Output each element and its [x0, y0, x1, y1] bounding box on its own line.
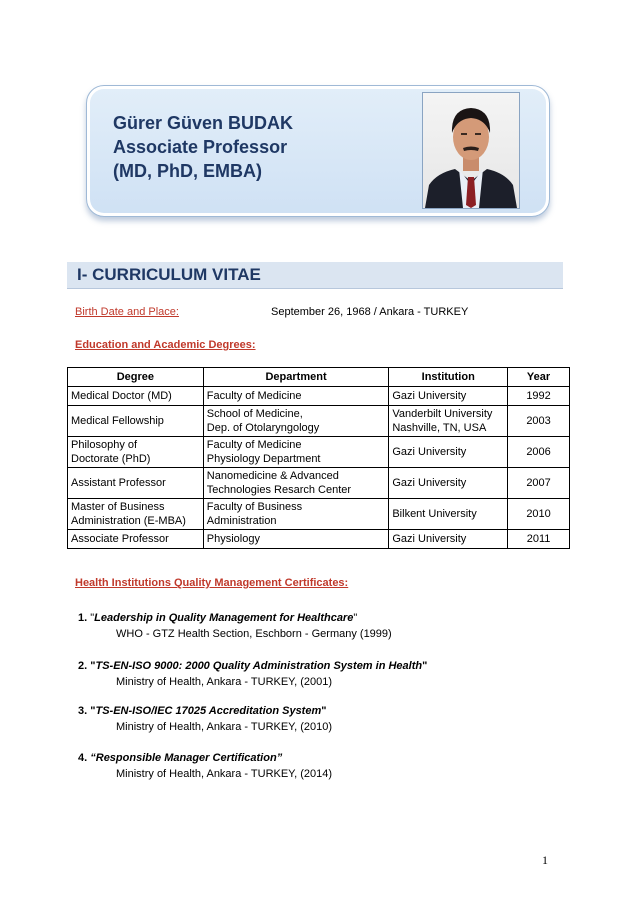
section-heading-bar — [67, 262, 563, 289]
cell-year: 2007 — [508, 468, 570, 499]
cell-institution: Gazi University — [389, 387, 508, 406]
certificates-label: Health Institutions Quality Management Certificates: — [75, 577, 349, 589]
cell-department: Faculty of Business Administration — [203, 499, 389, 530]
education-table — [67, 367, 570, 549]
cell-institution: Gazi University — [389, 437, 508, 468]
table-header-row — [68, 368, 570, 387]
section-title: I- CURRICULUM VITAE — [77, 265, 261, 284]
table-row — [68, 406, 570, 437]
birth-label: Birth Date and Place: — [75, 306, 179, 318]
cell-department: Nanomedicine & Advanced Technologies Resarch Center — [203, 468, 389, 499]
cell-year: 1992 — [508, 387, 570, 406]
header-degree: Degree — [68, 368, 204, 387]
person-name: Gürer Güven BUDAK — [113, 113, 294, 133]
cell-degree: Master of Business Administration (E-MBA) — [68, 499, 204, 530]
header-card — [86, 85, 550, 217]
table-row — [68, 468, 570, 499]
table-row — [68, 437, 570, 468]
birth-value: September 26, 1968 / Ankara - TURKEY — [271, 306, 469, 318]
cell-institution: Gazi University — [389, 468, 508, 499]
education-label: Education and Academic Degrees: — [75, 339, 256, 351]
cell-department: School of Medicine, Dep. of Otolaryngology — [203, 406, 389, 437]
header-year: Year — [508, 368, 570, 387]
header-department: Department — [203, 368, 389, 387]
certificate-item: 3. "TS-EN-ISO/IEC 17025 Accreditation System" Ministry of Health, Ankara - TURKEY, (2010) — [78, 705, 333, 733]
cell-institution: Gazi University — [389, 530, 508, 549]
certificate-item: 1. "Leadership in Quality Management for Healthcare" WHO - GTZ Health Section, Eschborn - Germany (1999) — [78, 612, 392, 640]
certificate-item: 2. "TS-EN-ISO 9000: 2000 Quality Administration System in Health" Ministry of Health, Ankara - TURKEY, (2001) — [78, 660, 428, 688]
table-row — [68, 387, 570, 406]
table-row — [68, 499, 570, 530]
cell-degree: Medical Fellowship — [68, 406, 204, 437]
cell-department: Physiology — [203, 530, 389, 549]
cell-year: 2011 — [508, 530, 570, 549]
header-institution: Institution — [389, 368, 508, 387]
person-title: Associate Professor — [113, 137, 288, 157]
certificate-item: 4. “Responsible Manager Certification” Ministry of Health, Ankara - TURKEY, (2014) — [78, 752, 333, 780]
cell-institution: Bilkent University — [389, 499, 508, 530]
cell-year: 2010 — [508, 499, 570, 530]
table-row — [68, 530, 570, 549]
cell-degree: Philosophy of Doctorate (PhD) — [68, 437, 204, 468]
cell-degree: Assistant Professor — [68, 468, 204, 499]
cell-year: 2006 — [508, 437, 570, 468]
cell-department: Faculty of Medicine Physiology Department — [203, 437, 389, 468]
cell-year: 2003 — [508, 406, 570, 437]
cell-degree: Medical Doctor (MD) — [68, 387, 204, 406]
portrait-photo — [422, 92, 520, 209]
page-number: 1 — [542, 853, 548, 867]
cell-institution: Vanderbilt University Nashville, TN, USA — [389, 406, 508, 437]
cell-degree: Associate Professor — [68, 530, 204, 549]
cell-department: Faculty of Medicine — [203, 387, 389, 406]
person-degrees: (MD, PhD, EMBA) — [113, 161, 262, 181]
